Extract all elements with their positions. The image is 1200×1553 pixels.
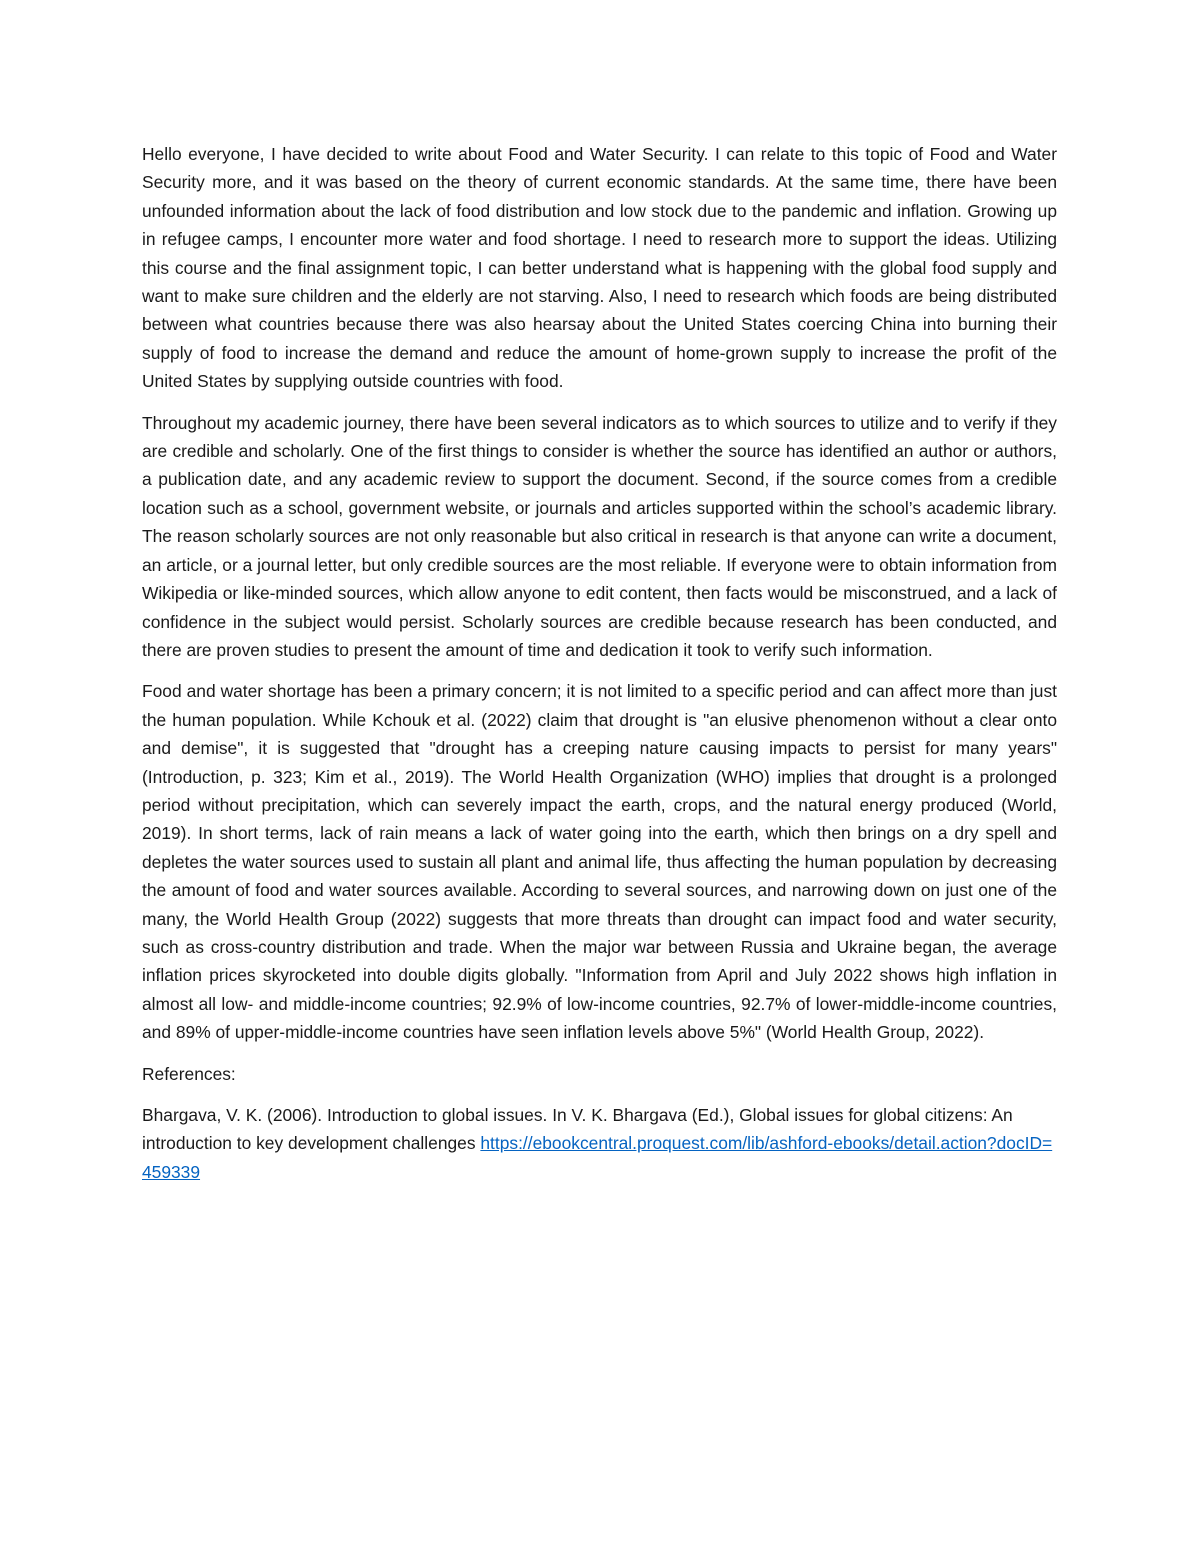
reference-entry (142, 1101, 1057, 1186)
reference-link[interactable]: https://ebookcentral.proquest.com/lib/ashford-ebooks/detail.action?docID=459339 (142, 1133, 1053, 1182)
reference-text: Bhargava, V. K. (2006). Introduction to global issues. In V. K. Bhargava (Ed.), Global issues for global citizens: An introduction to key development challenges (142, 1105, 1013, 1154)
document-page (142, 140, 1057, 1186)
paragraph-scholarly-sources: Throughout my academic journey, there have been several indicators as to which sources to utilize and to verify if they are credible and scholarly. One of the first things to consider is whether the source has identified an author or authors, a publication date, and any academic review to support the document. Second, if the source comes from a credible location such as a school, government website, or journals and articles supported within the school’s academic library. The reason scholarly sources are not only reasonable but also critical in research is that anyone can write a document, an article, or a journal letter, but only credible sources are the most reliable. If everyone were to obtain information from Wikipedia or like-minded sources, which allow anyone to edit content, then facts would be misconstrued, and a lack of confidence in the subject would persist. Scholarly sources are credible because research has been conducted, and there are proven studies to present the amount of time and dedication it took to verify such information. (142, 412, 1057, 660)
paragraph-food-water-shortage: Food and water shortage has been a primary concern; it is not limited to a specific period and can affect more than just the human population. While Kchouk et al. (2022) claim that drought is "an elusive phenomenon without a clear onto and demise", it is suggested that "drought has a creeping nature causing impacts to persist for many years" (Introduction, p. 323; Kim et al., 2019). The World Health Organization (WHO) implies that drought is a prolonged period without precipitation, which can severely impact the earth, crops, and the natural energy produced (World, 2019). In short terms, lack of rain means a lack of water going into the earth, which then brings on a dry spell and depletes the water sources used to sustain all plant and animal life, thus affecting the human population by decreasing the amount of food and water sources available. According to several sources, and narrowing down on just one of the many, the World Health Group (2022) suggests that more threats than drought can impact food and water security, such as cross-country distribution and trade. When the major war between Russia and Ukraine began, the average inflation prices skyrocketed into double digits globally. "Information from April and July 2022 shows high inflation in almost all low- and middle-income countries; 92.9% of low-income countries, 92.7% of lower-middle-income countries, and 89% of upper-middle-income countries have seen inflation levels above 5%" (World Health Group, 2022). (142, 681, 1057, 1043)
references-heading: References: (142, 1063, 236, 1084)
paragraph-intro: Hello everyone, I have decided to write about Food and Water Security. I can relate to this topic of Food and Water Security more, and it was based on the theory of current economic standards. At the same time, there have been unfounded information about the lack of food distribution and low stock due to the pandemic and inflation. Growing up in refugee camps, I encounter more water and food shortage. I need to research more to support the ideas. Utilizing this course and the final assignment topic, I can better understand what is happening with the global food supply and want to make sure children and the elderly are not starving. Also, I need to research which foods are being distributed between what countries because there was also hearsay about the United States coercing China into burning their supply of food to increase the demand and reduce the amount of home-grown supply to increase the profit of the United States by supplying outside countries with food. (142, 144, 1057, 392)
